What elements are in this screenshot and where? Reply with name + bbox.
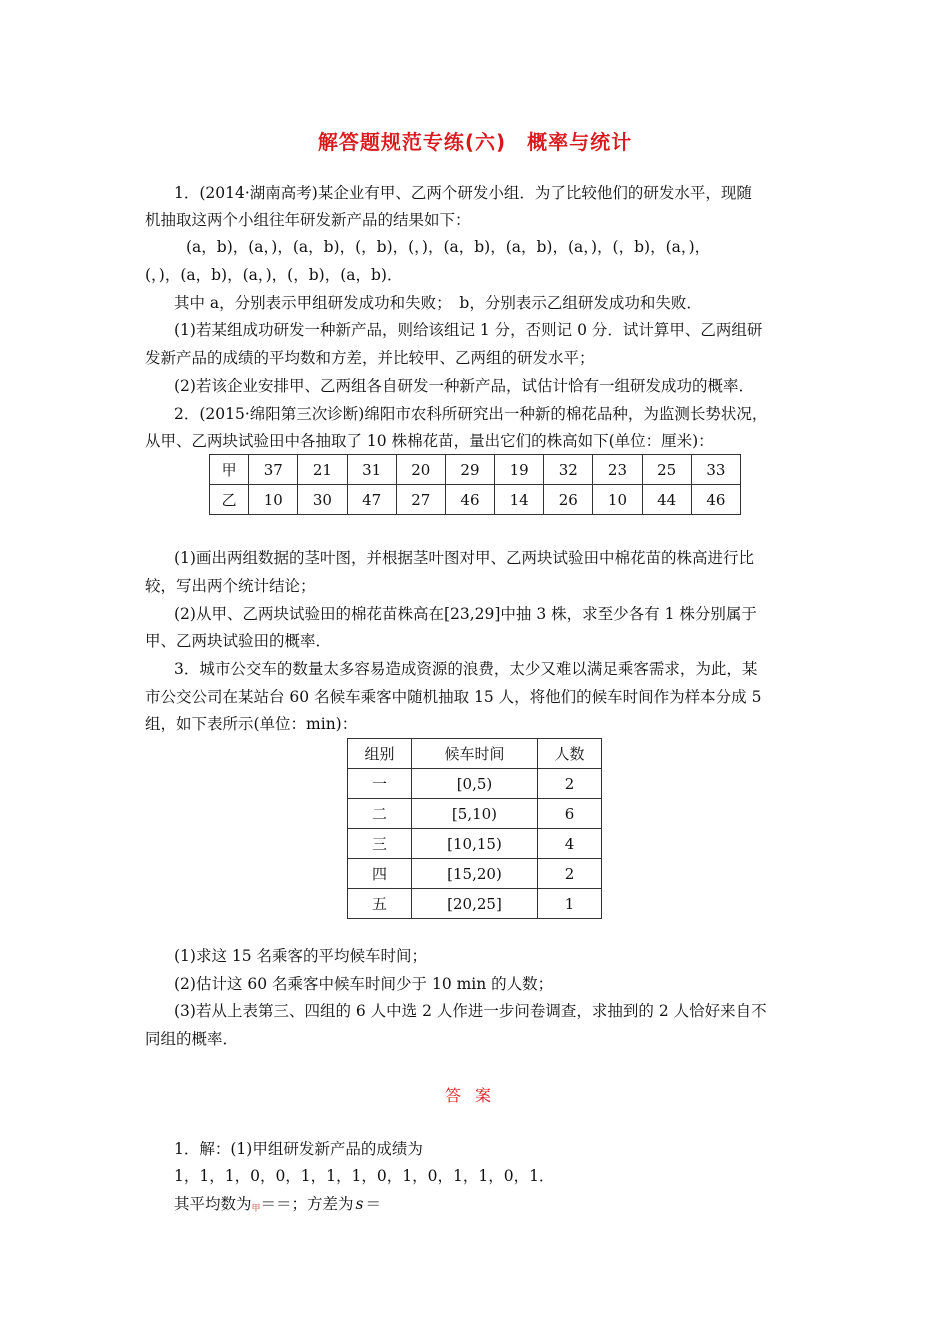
page-title: 解答题规范专练(六) 概率与统计 [317,130,633,154]
table-cell: 一 [348,769,412,799]
q1-line-2: 机抽取这两个小组往年研发新产品的结果如下： [145,211,471,229]
table-cell: 4 [537,829,601,859]
q1-line-1: 1．(2014·湖南高考)某企业有甲、乙两个研发小组．为了比较他们的研发水平，现随 [174,184,752,202]
answer-line-2: 1，1，1，0，0，1，1，1，0，1，0，1，1，0，1． [174,1167,555,1185]
answer-variance-symbol: s [355,1195,364,1213]
answer-line-1: 1．解：(1)甲组研发新产品的成绩为 [174,1140,423,1158]
table-row [348,889,602,919]
table-row [348,829,602,859]
q3-line-3: 组，如下表所示(单位：min)： [145,715,358,733]
table-cell: 47 [347,485,396,515]
q2-part-1-line-1: (1)画出两组数据的茎叶图，并根据茎叶图对甲、乙两块试验田中棉花苗的株高进行比 [174,549,754,567]
table-cell: 甲 [210,455,249,485]
table-cell: [0,5) [412,769,538,799]
table-cell: 10 [249,485,298,515]
q2-height-table [209,454,741,515]
q3-line-1: 3．城市公交车的数量太多容易造成资源的浪费，太少又难以满足乘客需求，为此，某 [174,660,758,678]
table-cell: 2 [537,859,601,889]
table-cell: 37 [249,455,298,485]
table-cell: 29 [445,455,494,485]
table-header-cell: 组别 [348,739,412,769]
answer-mean-subscript: 甲 [251,1204,261,1214]
table-row [348,769,602,799]
q1-part-1-line-2: 发新产品的成绩的平均数和方差，并比较甲、乙两组的研发水平； [145,349,595,367]
table-cell: [15,20) [412,859,538,889]
table-cell: 乙 [210,485,249,515]
table-cell: [10,15) [412,829,538,859]
table-row [210,485,741,515]
table-cell: [5,10) [412,799,538,829]
table-cell: 44 [642,485,691,515]
q1-part-2: (2)若该企业安排甲、乙两组各自研发一种新产品，试估计恰有一组研发成功的概率． [174,377,754,395]
q2-line-2: 从甲、乙两块试验田中各抽取了 10 株棉花苗，量出它们的株高如下(单位：厘米)： [145,432,714,450]
table-cell: 14 [495,485,544,515]
table-cell: 46 [691,485,740,515]
table-cell: 33 [691,455,740,485]
table-row [348,739,602,769]
table-cell: 21 [298,455,347,485]
answer-mean-label: 其平均数为 [174,1195,252,1213]
table-cell: 20 [396,455,445,485]
table-cell: 19 [495,455,544,485]
table-cell: 1 [537,889,601,919]
q2-part-2-line-1: (2)从甲、乙两块试验田的棉花苗株高在[23,29]中抽 3 株，求至少各有 1 株分别属于 [174,605,757,623]
table-cell: 23 [593,455,642,485]
q2-part-1-line-2: 较，写出两个统计结论； [145,577,316,595]
table-header-cell: 候车时间 [412,739,538,769]
q3-part-3-line-2: 同组的概率． [145,1030,239,1048]
table-cell: 6 [537,799,601,829]
table-cell: 30 [298,485,347,515]
table-header-cell: 人数 [537,739,601,769]
q1-results-line-1: (a，b)，(a，)，(a，b)，(，b)，(，)，(a，b)，(a，b)，(a，)，(，b)，(a，)， [186,238,711,256]
table-row [210,455,741,485]
table-cell: 四 [348,859,412,889]
table-row [348,859,602,889]
q3-part-3-line-1: (3)若从上表第三、四组的 6 人中选 2 人作进一步问卷调查，求抽到的 2 人恰好来自不 [174,1002,767,1020]
table-cell: 32 [544,455,593,485]
table-cell: 10 [593,485,642,515]
answer-variance-equals: ＝ [365,1195,382,1213]
answer-title: 答案 [444,1086,505,1105]
q1-results-line-2: (，)，(a，b)，(a，)，(，b)，(a，b)． [145,266,403,284]
q2-line-1: 2．(2015·绵阳第三次诊断)绵阳市农科所研究出一种新的棉花品种，为监测长势状况， [174,405,768,423]
table-cell: 三 [348,829,412,859]
q2-part-2-line-2: 甲、乙两块试验田的概率． [145,632,332,650]
table-cell: 31 [347,455,396,485]
q3-part-1: (1)求这 15 名乘客的平均候车时间； [174,947,428,965]
table-cell: 46 [445,485,494,515]
q1-line-5: 其中 a，分别表示甲组研发成功和失败； b，分别表示乙组研发成功和失败． [174,294,702,312]
answer-line-3 [174,1194,381,1219]
q1-part-1-line-1: (1)若某组成功研发一种新产品，则给该组记 1 分，否则记 0 分．试计算甲、乙两组研 [174,321,763,339]
table-cell: [20,25] [412,889,538,919]
table-cell: 26 [544,485,593,515]
q3-part-2: (2)估计这 60 名乘客中候车时间少于 10 min 的人数； [174,975,554,993]
table-row [348,799,602,829]
q3-waiting-time-table [347,738,602,919]
table-cell: 二 [348,799,412,829]
table-cell: 2 [537,769,601,799]
answer-mean-equals: ＝＝；方差为 [260,1195,354,1213]
table-cell: 五 [348,889,412,919]
q3-line-2: 市公交公司在某站台 60 名候车乘客中随机抽取 15 人，将他们的候车时间作为样本分成 5 [145,688,762,706]
table-cell: 27 [396,485,445,515]
table-cell: 25 [642,455,691,485]
